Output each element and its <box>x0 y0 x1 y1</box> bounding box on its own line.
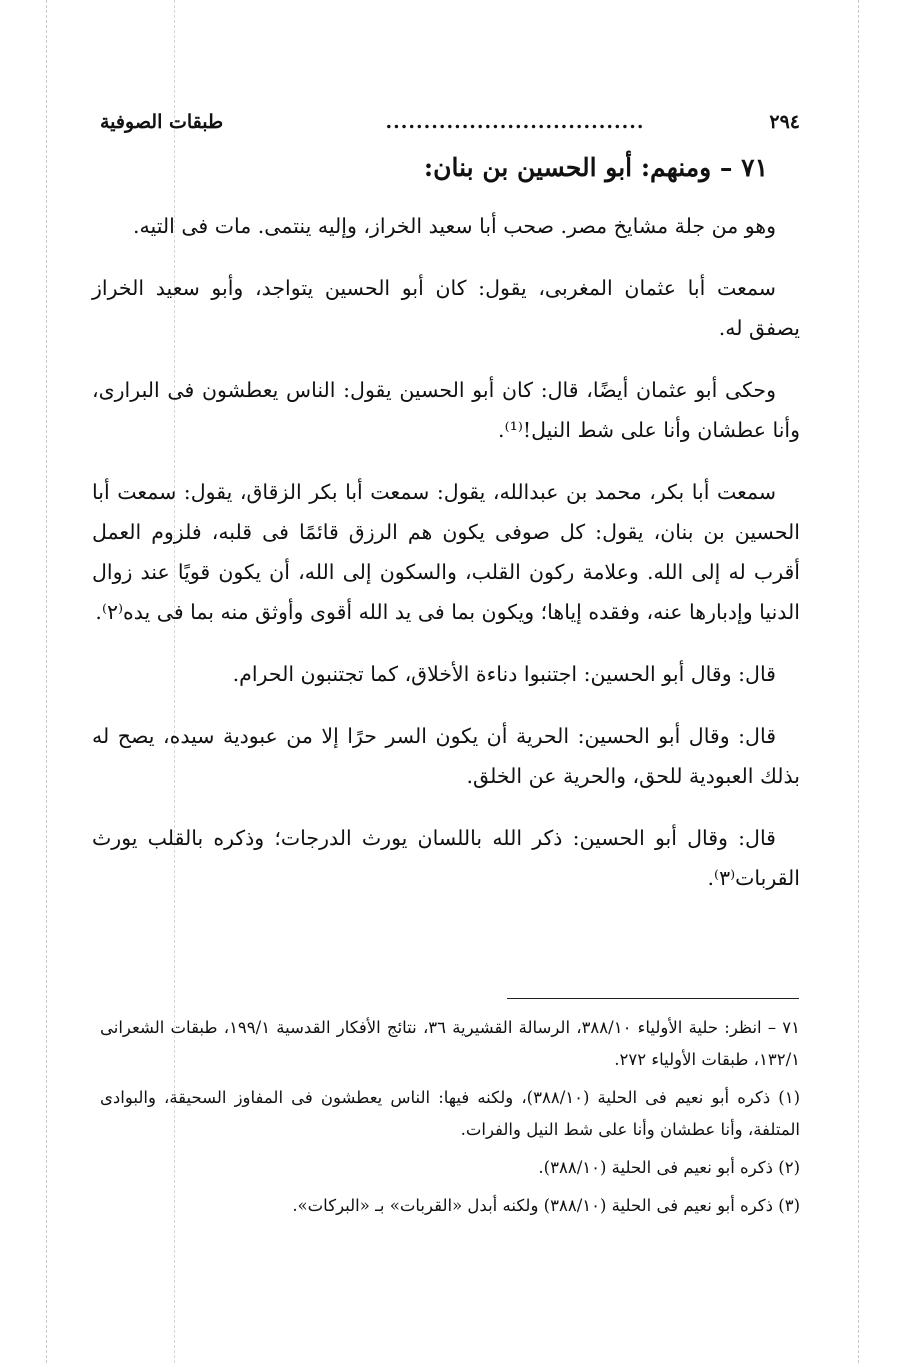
paragraph: سمعت أبا عثمان المغربى، يقول: كان أبو الحسين يتواجد، وأبو سعيد الخراز يصفق له. <box>92 276 800 340</box>
footnote: ٧١ – انظر: حلية الأولياء ٣٨٨/١٠، الرسالة القشيرية ٣٦، نتائج الأفكار القدسية ١٩٩/١، طبقات الشعرانى ١٣٢/١، طبقات الأولياء ٢٧٢. <box>100 1018 801 1069</box>
paragraph: قال: وقال أبو الحسين: الحرية أن يكون السر حرًا إلا من عبودية سيده، يصح له بذلك العبودية للحق، والحرية عن الخلق. <box>92 724 800 788</box>
running-title: طبقات الصوفية <box>100 111 224 133</box>
chapter-heading: ٧١ – ومنهم: أبو الحسين بن بنان: <box>423 153 768 182</box>
paragraph: قال: وقال أبو الحسين: اجتنبوا دناءة الأخلاق، كما تجتنبون الحرام. <box>232 662 776 686</box>
paragraph: وحكى أبو عثمان أيضًا، قال: كان أبو الحسين يقول: الناس يعطشون فى البرارى، وأنا عطشان وأنا على شط النيل!⁽¹⁾. <box>92 378 800 442</box>
footnote-separator <box>507 998 799 999</box>
footnote: (١) ذكره أبو نعيم فى الحلية (٣٨٨/١٠)، ولكنه فيها: الناس يعطشون فى المفاوز السحيقة، والبوادى المتلفة، وأنا عطشان وأنا على شط النيل والفرات. <box>100 1088 800 1139</box>
main-text <box>92 206 800 920</box>
right-scan-guide <box>858 0 859 1363</box>
header-leader-dots: .................................. <box>385 111 645 133</box>
footnote: (٢) ذكره أبو نعيم فى الحلية (٣٨٨/١٠). <box>538 1158 800 1177</box>
left-scan-guide <box>46 0 47 1363</box>
paragraph: وهو من جلة مشايخ مصر. صحب أبا سعيد الخراز، وإليه ينتمى. مات فى التيه. <box>133 214 776 238</box>
paragraph: سمعت أبا بكر، محمد بن عبدالله، يقول: سمعت أبا بكر الزقاق، يقول: سمعت أبا الحسين بن بنان، يقول: كل صوفى يكون هم الرزق قائمًا فى قلبه، فلزوم العمل أقرب له إلى الله. وعلامة ركون القلب، والسكون إلى الله، أن يكون قويًا عند زوال الدنيا وإدبارها عنه، وفقده إياها؛ ويكون بما فى يد الله أقوى وأوثق منه بما فى يده⁽٢⁾. <box>92 480 800 624</box>
footnote: (٣) ذكره أبو نعيم فى الحلية (٣٨٨/١٠) ولكنه أبدل «القربات» بـ «البركات». <box>292 1196 800 1215</box>
page-number: ٢٩٤ <box>769 111 800 133</box>
paragraph: قال: وقال أبو الحسين: ذكر الله باللسان يورث الدرجات؛ وذكره بالقلب يورث القربات⁽٣⁾. <box>92 826 800 890</box>
page-header <box>100 104 800 140</box>
footnotes <box>100 1012 800 1228</box>
